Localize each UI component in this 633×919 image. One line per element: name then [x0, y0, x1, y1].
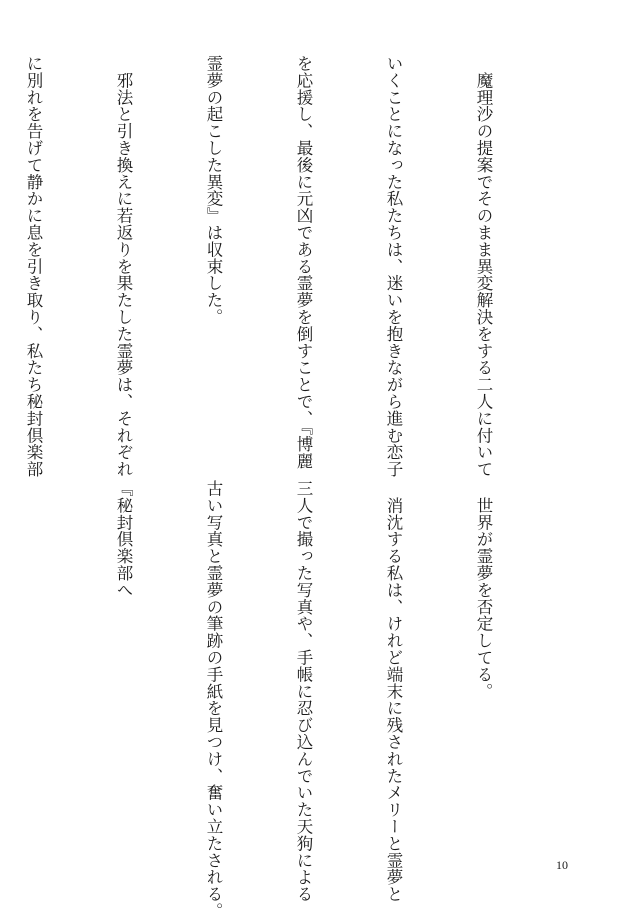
text-line: 消沈する私は、けれど端末に残されたメリーと霊夢と [384, 480, 403, 903]
spacer [20, 480, 48, 872]
page-number: 10 [556, 858, 568, 872]
text-line: を応援し、最後に元凶である霊夢を倒すことで、『博麗 [294, 55, 313, 470]
text-line: 霊夢の起こした異変』は収束した。 [204, 55, 223, 326]
text-line: 邪法と引き換えに若返りを果たした霊夢は、それぞれ [114, 55, 133, 478]
text-line: いくことになった私たちは、迷いを抱きながら進む恋子 [384, 55, 403, 478]
bottom-text-block [68, 480, 558, 919]
text-line: 世界が霊夢を否定してる。 [474, 480, 493, 700]
text-line: 古い写真と霊夢の筆跡の手紙を見つけ、奮い立たされる。 [204, 480, 223, 919]
top-text-block [24, 55, 558, 478]
text-line: 三人で撮った写真や、手帳に忍び込んでいた天狗による [294, 480, 313, 903]
text-line: に別れを告げて静かに息を引き取り、私たち秘封倶楽部 [24, 55, 43, 478]
text-line: 魔理沙の提案でそのまま異変解決をする二人に付いて [474, 55, 493, 478]
letter-addressee: 『秘封倶楽部へ [114, 480, 133, 599]
